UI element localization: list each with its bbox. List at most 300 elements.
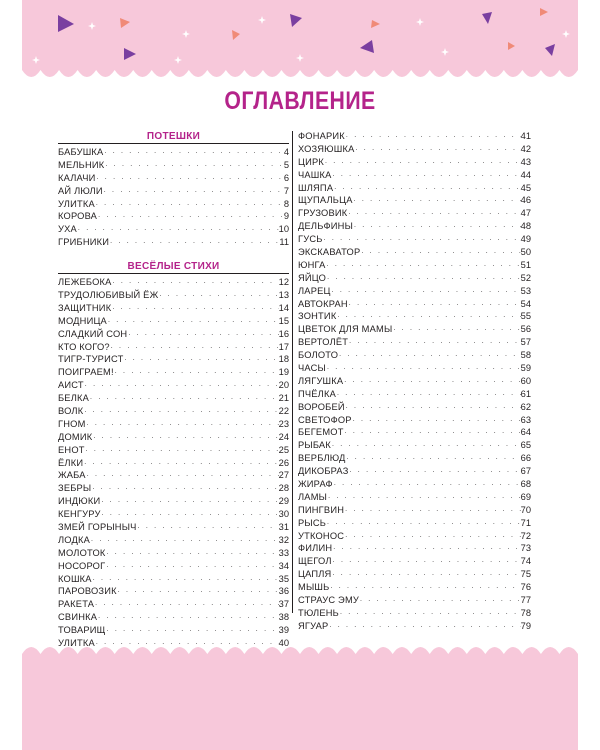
- toc-entry: [298, 439, 531, 452]
- toc-entry: [298, 194, 531, 207]
- entry-title: ГУСЬ: [298, 234, 323, 245]
- toc-entry: [298, 594, 531, 607]
- toc-entry: [58, 146, 289, 159]
- dot-leader: [92, 431, 278, 444]
- entry-page-number: 10: [278, 224, 289, 235]
- dot-leader: [104, 159, 283, 172]
- dot-leader: [339, 607, 521, 620]
- entry-title: ЭКСКАВАТОР: [298, 247, 361, 257]
- column-divider: [292, 131, 293, 613]
- entry-title: РЫСЬ: [298, 517, 327, 528]
- toc-entry: [298, 349, 531, 362]
- triangle-orange-3: [371, 20, 380, 28]
- dot-leader: [85, 444, 279, 457]
- dot-leader: [348, 298, 521, 311]
- toc-entry: [58, 392, 289, 405]
- dot-leader: [84, 379, 279, 392]
- dot-leader: [127, 328, 278, 341]
- entry-title: ТЮЛЕНЬ: [298, 607, 339, 618]
- dot-leader: [331, 568, 520, 581]
- page-title: ОГЛАВЛЕНИЕ: [224, 87, 376, 115]
- entry-title: ТИГР-ТУРИСТ: [58, 354, 124, 365]
- dot-leader: [336, 388, 521, 401]
- toc-entry: [58, 353, 289, 366]
- toc-entry: [298, 272, 531, 285]
- entry-page-number: 40: [278, 638, 289, 649]
- entry-title: СВИНКА: [58, 612, 98, 623]
- entry-page-number: 4: [283, 146, 289, 157]
- toc-entry: [58, 495, 289, 508]
- entry-page-number: 14: [278, 302, 289, 313]
- entry-title: ФИЛИН: [298, 543, 333, 554]
- entry-title: ЯЙЦО: [298, 272, 327, 283]
- entry-page-number: 71: [520, 517, 531, 528]
- toc-entry: [298, 607, 531, 620]
- triangle-purple-6: [545, 44, 555, 56]
- entry-page-number: 46: [520, 195, 531, 206]
- entry-title: ЧАСЫ: [298, 363, 326, 374]
- dot-leader: [123, 353, 278, 366]
- entry-page-number: 72: [520, 530, 531, 541]
- section-heading: ПОТЕШКИ: [146, 131, 201, 142]
- toc-entry: [58, 328, 289, 341]
- dot-leader: [91, 482, 278, 495]
- entry-title: ГРИБНИКИ: [58, 237, 110, 248]
- dot-leader: [326, 517, 521, 530]
- toc-entry: [58, 586, 289, 599]
- sparkle-8: [441, 48, 449, 56]
- entry-page-number: 57: [520, 337, 531, 348]
- entry-title: ЦИРК: [298, 156, 324, 167]
- dot-leader: [90, 534, 279, 547]
- entry-page-number: 39: [278, 625, 289, 636]
- entry-title: ЦАПЛЯ: [298, 569, 332, 580]
- entry-title: РЫБАК: [298, 440, 331, 451]
- toc-entry: [298, 143, 531, 156]
- entry-title: ШЛЯПА: [298, 182, 334, 193]
- dot-leader: [329, 581, 520, 594]
- dot-leader: [359, 594, 521, 607]
- entry-page-number: 52: [520, 272, 531, 283]
- toc-entry: [298, 414, 531, 427]
- dot-leader: [327, 491, 521, 504]
- dot-leader: [86, 469, 279, 482]
- entry-page-number: 60: [520, 375, 531, 386]
- entry-title: УЛИТКА: [58, 198, 95, 209]
- toc-entry: [58, 366, 289, 379]
- toc-entry: [298, 130, 531, 143]
- entry-page-number: 49: [520, 234, 531, 245]
- toc-entry: [58, 172, 289, 185]
- toc-left-column: [58, 130, 289, 650]
- toc-entry: [298, 426, 531, 439]
- toc-entry: [58, 573, 289, 586]
- entry-page-number: 29: [278, 496, 289, 507]
- toc-entry: [298, 285, 531, 298]
- entry-page-number: 26: [278, 457, 289, 468]
- entry-title: ЕНОТ: [58, 444, 85, 455]
- entry-page-number: 35: [278, 573, 289, 584]
- entry-page-number: 58: [520, 350, 531, 361]
- dot-leader: [106, 624, 279, 637]
- entry-page-number: 8: [283, 198, 289, 209]
- dot-leader: [347, 207, 520, 220]
- toc-entry: [58, 223, 289, 236]
- confetti-decoration: [0, 0, 600, 75]
- entry-title: АЙ ЛЮЛИ: [58, 185, 103, 196]
- toc-entry: [298, 220, 531, 233]
- toc-entry: [58, 198, 289, 211]
- entry-page-number: 64: [520, 427, 531, 438]
- entry-page-number: 37: [278, 599, 289, 610]
- entry-title: ЛЯГУШКА: [298, 375, 344, 386]
- dot-leader: [106, 547, 279, 560]
- toc-entry: [298, 465, 531, 478]
- triangle-purple-4: [482, 12, 492, 24]
- entry-page-number: 27: [278, 470, 289, 481]
- entry-page-number: 19: [278, 367, 289, 378]
- entry-page-number: 21: [278, 393, 289, 404]
- dot-leader: [86, 418, 279, 431]
- dot-leader: [112, 276, 279, 289]
- toc-list: [298, 130, 531, 633]
- entry-page-number: 65: [520, 440, 531, 451]
- entry-title: СТРАУС ЭМУ: [298, 595, 359, 606]
- toc-entry: [298, 504, 531, 517]
- dot-leader: [331, 439, 521, 452]
- dot-leader: [333, 478, 521, 491]
- toc-entry: [58, 379, 289, 392]
- toc-entry: [298, 517, 531, 530]
- toc-entry: [298, 323, 531, 336]
- toc-entry: [58, 469, 289, 482]
- entry-title: ПИНГВИН: [298, 504, 345, 515]
- entry-page-number: 18: [278, 354, 289, 365]
- dot-leader: [103, 185, 284, 198]
- entry-page-number: 74: [520, 556, 531, 567]
- entry-page-number: 12: [278, 277, 289, 288]
- dot-leader: [95, 198, 284, 211]
- entry-title: АВТОКРАН: [298, 298, 348, 309]
- dot-leader: [109, 236, 279, 249]
- dot-leader: [94, 598, 278, 611]
- toc-entry: [58, 508, 289, 521]
- entry-title: КОШКА: [58, 573, 92, 584]
- entry-page-number: 32: [278, 534, 289, 545]
- entry-title: НОСОРОГ: [58, 560, 106, 571]
- toc-entry: [298, 388, 531, 401]
- entry-title: ДОМИК: [58, 431, 93, 442]
- entry-page-number: 50: [520, 247, 531, 257]
- entry-page-number: 36: [278, 586, 289, 597]
- toc-entry: [298, 156, 531, 169]
- sparkle-1: [32, 56, 40, 64]
- dot-leader: [158, 289, 278, 302]
- entry-title: ВЕРБЛЮД: [298, 453, 346, 464]
- entry-title: ЗЕБРЫ: [58, 483, 92, 494]
- triangle-orange-4: [508, 42, 515, 50]
- entry-page-number: 47: [520, 208, 531, 219]
- sparkle-6: [296, 54, 304, 62]
- dot-leader: [107, 315, 279, 328]
- toc-entry: [58, 315, 289, 328]
- toc-entry: [58, 341, 289, 354]
- dot-leader: [345, 130, 521, 143]
- entry-title: ВОРОБЕЙ: [298, 401, 345, 412]
- toc-entry: [58, 210, 289, 223]
- triangle-purple-2: [290, 14, 302, 27]
- toc-entry: [58, 560, 289, 573]
- toc-entry: [298, 298, 531, 311]
- dot-leader: [100, 495, 278, 508]
- entry-title: ПАРОВОЗИК: [58, 586, 117, 597]
- dot-leader: [332, 555, 521, 568]
- triangle-orange-5: [540, 8, 548, 16]
- entry-title: ИНДЮКИ: [58, 496, 101, 507]
- section-divider: [58, 143, 289, 144]
- entry-title: КОРОВА: [58, 211, 98, 222]
- entry-page-number: 20: [278, 380, 289, 391]
- dot-leader: [328, 620, 520, 633]
- dot-leader: [117, 585, 279, 598]
- dot-leader: [344, 504, 521, 517]
- entry-page-number: 22: [278, 406, 289, 417]
- dot-leader: [101, 508, 279, 521]
- dot-leader: [344, 530, 520, 543]
- toc-list: [58, 146, 289, 249]
- entry-title: БАБУШКА: [58, 146, 104, 157]
- toc-entry: [298, 336, 531, 349]
- entry-title: УЛИТКА: [58, 638, 95, 649]
- entry-title: ВОЛК: [58, 406, 84, 417]
- toc-entry: [58, 611, 289, 624]
- entry-title: ЦВЕТОК ДЛЯ МАМЫ: [298, 324, 393, 335]
- entry-page-number: 67: [520, 466, 531, 477]
- dot-leader: [352, 414, 521, 427]
- toc-entry: [298, 620, 531, 633]
- entry-title: МОДНИЦА: [58, 315, 107, 326]
- triangle-purple-1: [58, 15, 74, 32]
- entry-title: УТКОНОС: [298, 530, 345, 541]
- entry-title: ФОНАРИК: [298, 130, 345, 141]
- sparkle-2: [88, 22, 96, 30]
- entry-page-number: 48: [520, 221, 531, 232]
- toc-entry: [58, 624, 289, 637]
- dot-leader: [348, 336, 520, 349]
- toc-entry: [298, 555, 531, 568]
- entry-page-number: 33: [278, 547, 289, 558]
- toc-entry: [298, 530, 531, 543]
- toc-entry: [58, 418, 289, 431]
- dot-leader: [392, 323, 520, 336]
- sparkle-4: [174, 56, 182, 64]
- triangle-orange-2: [232, 30, 240, 40]
- dot-leader: [89, 392, 279, 405]
- toc-entry: [58, 185, 289, 198]
- entry-title: ЛАМЫ: [298, 491, 328, 502]
- sparkles: [32, 16, 570, 64]
- entry-page-number: 34: [278, 560, 289, 571]
- entry-title: РАКЕТА: [58, 599, 95, 610]
- entry-page-number: 70: [520, 504, 531, 515]
- dot-leader: [83, 405, 278, 418]
- entry-title: ЮНГА: [298, 259, 326, 270]
- entry-title: КЕНГУРУ: [58, 509, 101, 520]
- toc-entry: [58, 159, 289, 172]
- dot-leader: [336, 310, 520, 323]
- triangle-purple-3: [360, 40, 374, 53]
- entry-title: ДИКОБРАЗ: [298, 466, 349, 477]
- dot-leader: [345, 401, 521, 414]
- toc-entry: [58, 431, 289, 444]
- entry-title: ПЧЁЛКА: [298, 388, 337, 399]
- entry-title: ТРУДОЛЮБИВЫЙ ЁЖ: [58, 290, 159, 300]
- entry-page-number: 54: [520, 298, 531, 309]
- toc-entry: [58, 276, 289, 289]
- toc-entry: [58, 302, 289, 315]
- toc-section-veselye-stikhi: [58, 260, 289, 650]
- toc-entry: [298, 310, 531, 323]
- entry-title: БОЛОТО: [298, 350, 339, 361]
- entry-title: ЧАШКА: [298, 169, 332, 180]
- toc-entry: [58, 598, 289, 611]
- entry-title: БЕЛКА: [58, 393, 90, 404]
- sparkle-7: [416, 18, 424, 26]
- section-divider: [58, 273, 289, 274]
- entry-page-number: 77: [520, 595, 531, 606]
- entry-title: ЁЛКИ: [58, 457, 84, 468]
- toc-entry: [298, 246, 531, 259]
- dot-leader: [97, 611, 279, 624]
- dot-leader: [83, 457, 278, 470]
- entry-page-number: 68: [520, 479, 531, 490]
- entry-title: ДЕЛЬФИНЫ: [298, 221, 353, 232]
- entry-title: АИСТ: [58, 380, 84, 391]
- toc-right-column: [298, 130, 531, 633]
- dot-leader: [95, 172, 283, 185]
- entry-page-number: 42: [520, 143, 531, 154]
- entry-page-number: 75: [520, 569, 531, 580]
- entry-title: ЗМЕЙ ГОРЫНЫЧ: [58, 522, 137, 533]
- entry-page-number: 25: [278, 444, 289, 455]
- toc-entry: [298, 491, 531, 504]
- entry-title: ЛЕЖЕБОКА: [58, 277, 112, 288]
- toc-entry: [298, 568, 531, 581]
- dot-leader: [338, 349, 521, 362]
- entry-page-number: 7: [283, 185, 289, 196]
- entry-title: ВЕРТОЛЁТ: [298, 337, 349, 348]
- entry-page-number: 31: [278, 522, 289, 533]
- entry-title: СВЕТОФОР: [298, 414, 352, 425]
- entry-page-number: 11: [279, 237, 289, 248]
- entry-title: ТОВАРИЩ: [58, 625, 106, 636]
- dot-leader: [324, 156, 521, 169]
- toc-entry: [298, 543, 531, 556]
- entry-page-number: 51: [520, 259, 531, 270]
- entry-page-number: 73: [520, 543, 531, 554]
- dot-leader: [92, 573, 279, 586]
- toc-entry: [58, 444, 289, 457]
- toc-entry: [298, 478, 531, 491]
- dot-leader: [111, 302, 278, 315]
- entry-page-number: 63: [520, 414, 531, 425]
- dot-leader: [326, 362, 521, 375]
- toc-entry: [58, 482, 289, 495]
- entry-title: КТО КОГО?: [58, 341, 110, 352]
- entry-page-number: 56: [520, 324, 531, 335]
- entry-page-number: 61: [520, 388, 531, 399]
- entry-page-number: 59: [520, 363, 531, 374]
- entry-page-number: 5: [283, 159, 289, 170]
- toc-entry: [298, 401, 531, 414]
- toc-entry: [298, 362, 531, 375]
- entry-page-number: 15: [278, 315, 289, 326]
- toc-entry: [58, 289, 289, 302]
- toc-entry: [58, 405, 289, 418]
- toc-entry: [298, 233, 531, 246]
- entry-page-number: 66: [520, 453, 531, 464]
- entry-page-number: 13: [278, 290, 289, 300]
- dot-leader: [332, 542, 520, 555]
- dot-leader: [353, 194, 521, 207]
- toc-entry: [298, 452, 531, 465]
- entry-title: ГРУЗОВИК: [298, 208, 348, 219]
- entry-title: СЛАДКИЙ СОН: [58, 328, 128, 339]
- dot-leader: [343, 375, 520, 388]
- toc-list: [58, 276, 289, 650]
- entry-page-number: 69: [520, 491, 531, 502]
- dot-leader: [354, 143, 520, 156]
- dot-leader: [360, 246, 520, 259]
- toc-entry: [298, 207, 531, 220]
- sparkle-5: [258, 16, 266, 24]
- dot-leader: [326, 272, 521, 285]
- entry-title: ЖАБА: [58, 470, 86, 481]
- entry-page-number: 55: [520, 311, 531, 322]
- toc-entry: [298, 182, 531, 195]
- triangle-purple-5: [124, 48, 136, 60]
- entry-title: БЕГЕМОТ: [298, 427, 344, 438]
- section-heading: ВЕСЁЛЫЕ СТИХИ: [127, 261, 220, 273]
- toc-entry: [58, 547, 289, 560]
- toc-entry: [58, 534, 289, 547]
- dot-leader: [353, 220, 521, 233]
- entry-title: ЛАРЕЦ: [298, 285, 331, 296]
- entry-title: КАЛАЧИ: [58, 172, 96, 183]
- entry-page-number: 38: [278, 612, 289, 623]
- dot-leader: [323, 233, 521, 246]
- toc-entry: [298, 259, 531, 272]
- dot-leader: [103, 146, 283, 159]
- dot-leader: [332, 169, 521, 182]
- toc-section-poteshki: [58, 130, 289, 249]
- entry-title: МОЛОТОК: [58, 547, 106, 558]
- entry-title: МЕЛЬНИК: [58, 159, 105, 170]
- entry-page-number: 24: [278, 431, 289, 442]
- entry-title: ЛОДКА: [58, 534, 91, 545]
- bottom-decor-band: [22, 660, 578, 750]
- entry-page-number: 6: [283, 172, 289, 183]
- toc-entry: [58, 521, 289, 534]
- entry-title: ЩУПАЛЬЦА: [298, 195, 353, 206]
- dot-leader: [349, 465, 521, 478]
- entry-page-number: 79: [520, 620, 531, 631]
- dot-leader: [114, 366, 279, 379]
- dot-leader: [97, 210, 284, 223]
- entry-title: ЗАЩИТНИК: [58, 302, 112, 313]
- entry-title: ПОИГРАЕМ!: [58, 367, 114, 378]
- entry-page-number: 41: [520, 130, 531, 141]
